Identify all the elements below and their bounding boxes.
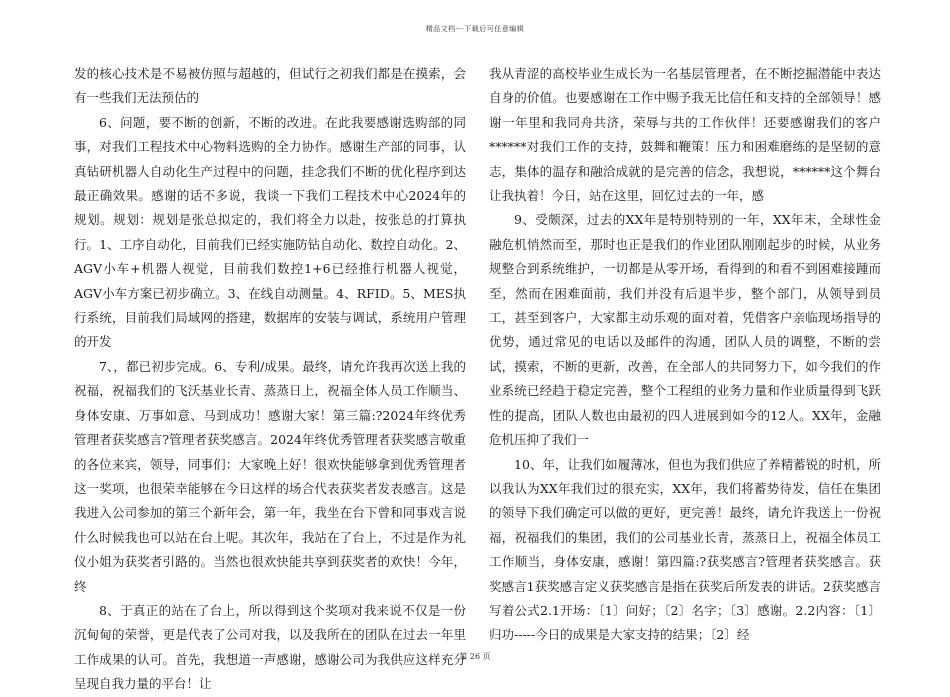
left-column [74, 62, 466, 697]
paragraph: 发的核心技术是不易被仿照与超越的，但试行之初我们都是在摸索，会有一些我们无法预估的 [74, 66, 466, 106]
paragraph: 10、年，让我们如履薄冰，但也为我们供应了养精蓄锐的时机，所以我认为XX年我们过的很充实，XX年，我们将蓄势待发，信任在集团的领导下我们确定可以做的更好，更完善！最终，请允许我送上一份祝福，祝福我们的集团，我们的公司基业长青，蒸蒸日上，祝福全体员工工作顺当，身体安康，感谢！第四篇:?获奖感言?管理者获奖感言。获奖感言1获奖感言定义获奖感言是指在获奖后所发表的讲话。2获奖感言写着公式2.1开场：〔1〕问好；〔2〕名字；〔3〕感谢。2.2内容：〔1〕归功-----今日的成果是大家支持的结果；〔2〕经 [489, 456, 881, 643]
page-number: 第 26 页 [459, 652, 491, 661]
right-column [489, 62, 881, 648]
paragraph: 7、，都已初步完成。6、专利/成果。最终，请允许我再次送上我的祝福，祝福我们的飞沃基业长青、蒸蒸日上，祝福全体人员工作顺当、身体安康、万事如意、马到成功！感谢大家！第三篇:?2024年终优秀管理者获奖感言?管理者获奖感言。2024年终优秀管理者获奖感言敬重的各位来宾，领导，同事们：大家晚上好！很欢快能够拿到优秀管理者这一奖项，也很荣幸能够在今日这样的场合代表获奖者发表感言。这是我进入公司参加的第三个新年会，第一年，我坐在台下曾和同事戏言说什么时候我也可以站在台上呢。其次年，我站在了台上，不过是作为礼仪小姐为获奖者引路的。当然也很欢快能共享到获奖者的欢快！今年，终 [74, 358, 466, 594]
page-header: 精品文档---下载后可任意编辑 [425, 25, 525, 33]
paragraph: 我从青涩的高校毕业生成长为一名基层管理者，在不断挖掘潜能中表达自身的价值。也要感谢在工作中赐予我无比信任和支持的全部领导！感谢一年里和我同舟共济，荣辱与共的工作伙伴！还要感谢我们的客户******对我们工作的支持，鼓舞和鞭策！压力和困难磨练的是坚韧的意志，集体的温存和融洽成就的是完善的信念，我想说，******这个舞台让我执着！今日，站在这里，回忆过去的一年，感 [489, 66, 881, 204]
paragraph: 6、问题，要不断的创新，不断的改进。在此我要感谢选购部的同事，对我们工程技术中心物料选购的全力协作。感谢生产部的同事，认真钻研机器人自动化生产过程中的问题，挂念我们不断的优化程序到达最正确效果。感谢的话不多说，我谈一下我们工程技术中心2024年的规划。规划：规划是张总拟定的，我们将全力以赴，按张总的打算执行。1、工序自动化，目前我们已经实施防钻自动化、数控自动化。2、AGV小车+机器人视觉，目前我们数控1+6已经推行机器人视觉，AGV小车方案已初步确立。3、在线自动测量。4、RFID。5、MES执行系统，目前我们局域网的搭建，数据库的安装与调试，系统用户管理的开发 [74, 114, 466, 350]
paragraph: 8、于真正的站在了台上，所以得到这个奖项对我来说不仅是一份沉甸甸的荣誉，更是代表了公司对我，以及我所在的团队在过去一年里工作成果的认可。首先，我想道一声感谢，感谢公司为我供应这样充分呈现自我力量的平台！让 [74, 602, 466, 692]
paragraph: 9、受颇深，过去的XX年是特别特别的一年，XX年末，全球性金融危机悄然而至，那时也正是我们的作业团队刚刚起步的时候，从业务规整合到系统维护，一切都是从零开场，看得到的和看不到困难接踵而至，然而在困难面前，我们并没有后退半步，整个部门，从领导到员工，甚至到客户，大家都主动乐观的面对着，凭借客户亲临现场指导的优势，通过常见的电话以及邮件的沟通，团队人员的调整，不断的尝试，摸索，不断的更新，改善，在全部人的共同努力下，如今我们的作业系统已经趋于稳定完善，整个工程组的业务力量和作业质量得到飞跃性的提高，团队人数也由最初的四人进展到如今的12人。XX年，金融危机压抑了我们一 [489, 212, 881, 448]
